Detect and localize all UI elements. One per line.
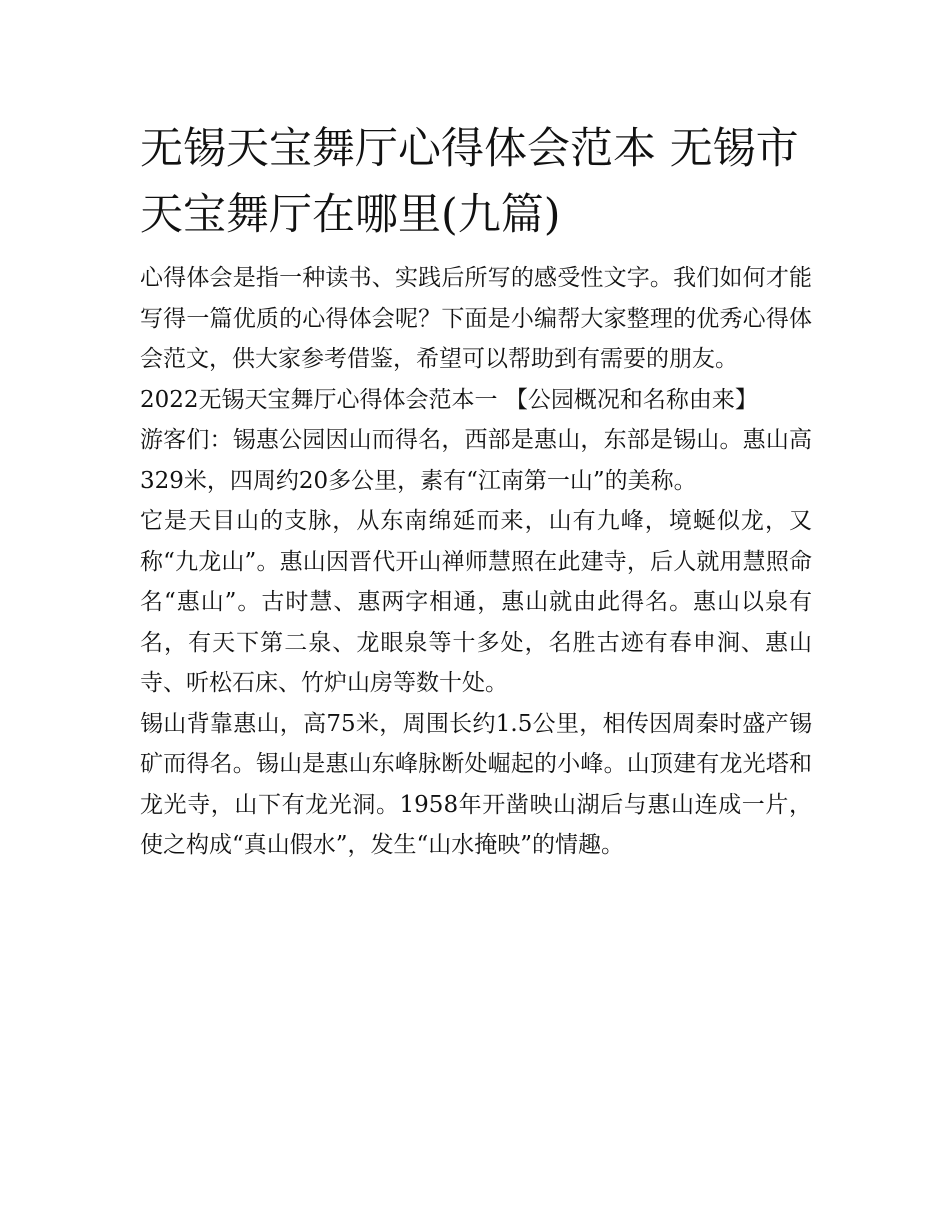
body-paragraph: 游客们：锡惠公园因山而得名，西部是惠山，东部是锡山。惠山高329米，四周约20多公里，素有“江南第一山”的美称。 — [140, 427, 812, 494]
document-body — [140, 116, 812, 866]
intro-paragraph: 心得体会是指一种读书、实践后所写的感受性文字。我们如何才能写得一篇优质的心得体会呢？下面是小编帮大家整理的优秀心得体会范文，供大家参考借鉴，希望可以帮助到有需要的朋友。 — [140, 265, 812, 372]
body-paragraph: 它是天目山的支脉，从东南绵延而来，山有九峰，境蜒似龙，又称“九龙山”。惠山因晋代开山禅师慧照在此建寺，后人就用慧照命名“惠山”。古时慧、惠两字相通，惠山就由此得名。惠山以泉有名，有天下第二泉、龙眼泉等十多处，名胜古迹有春申涧、惠山寺、听松石床、竹炉山房等数十处。 — [140, 508, 812, 696]
section-heading: 2022无锡天宝舞厅心得体会范本一 【公园概况和名称由来】 — [140, 386, 758, 413]
document-title: 无锡天宝舞厅心得体会范本 无锡市天宝舞厅在哪里(九篇) — [140, 124, 799, 240]
body-paragraph: 锡山背靠惠山，高75米，周围长约1.5公里，相传因周秦时盛产锡矿而得名。锡山是惠山东峰脉断处崛起的小峰。山顶建有龙光塔和龙光寺，山下有龙光洞。1958年开凿映山湖后与惠山连成一片，使之构成“真山假水”，发生“山水掩映”的情趣。 — [140, 710, 812, 858]
